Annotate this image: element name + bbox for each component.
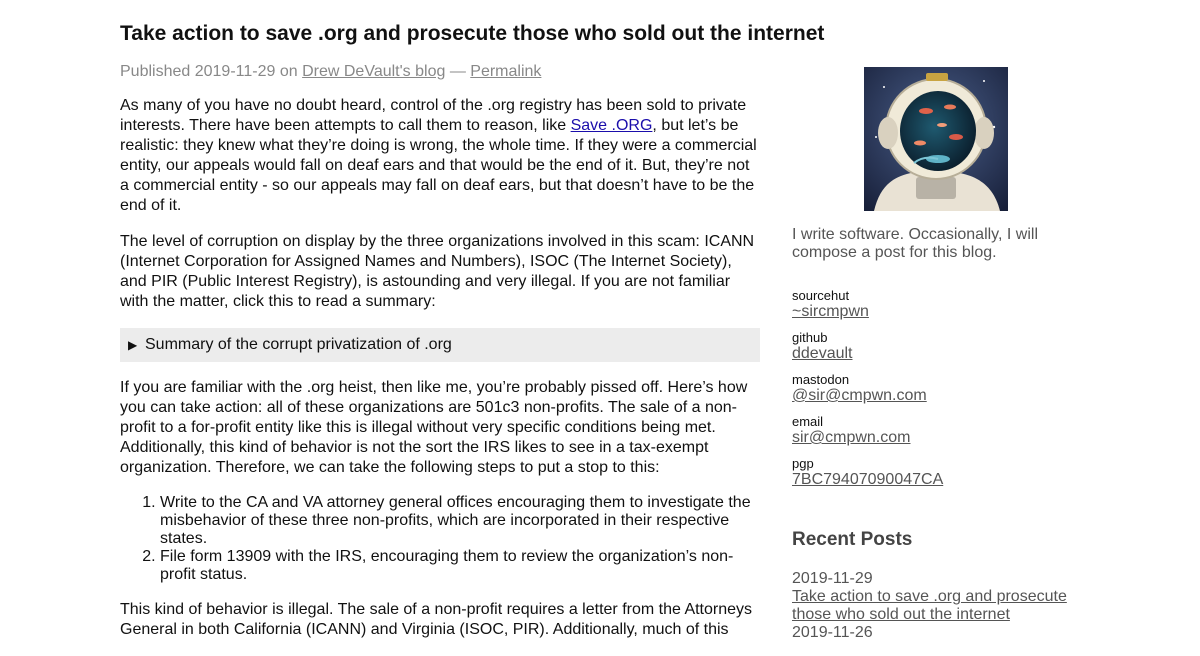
disclosure-triangle-icon: ▶ [128, 338, 138, 352]
summary-details-toggle[interactable] [120, 328, 760, 362]
published-date: 2019-11-29 [194, 63, 276, 80]
pgp-link[interactable]: 7BC79407090047CA [792, 471, 944, 488]
recent-post-date: 2019-11-26 [792, 624, 873, 641]
paragraph-illegal: This kind of behavior is illegal. The sale of a non-profit requires a letter from the Attorneys General in both California (ICANN) and Virginia (ISOC, PIR). Additionally, much of this [120, 601, 753, 638]
post-meta [120, 62, 541, 82]
paragraph-corruption: The level of corruption on display by the three organizations involved in this scam: ICANN (Internet Corporation for Assigned Names and Numbers), ISOC (The Internet Society), and PIR (Public Interest Registry), is astounding and very illegal. If you are not familiar with the matter, click this to read a summary: [120, 233, 755, 310]
author-links [792, 289, 1072, 499]
published-label: Published [120, 63, 191, 80]
paragraph-action: If you are familiar with the .org heist, then like me, you’re probably pissed off. Here’s how you can take action: all of these organizations are 501c3 non-profits. The sale of a non-profit to a for-profit entity like this is illegal without very specific conditions being met. Additionally, this kind of behavior is not the sort the IRS likes to see in a tax-exempt organization. Therefore, we can take the following steps to put a stop to this: [120, 379, 748, 476]
save-org-link[interactable]: Save .ORG [570, 117, 653, 134]
mastodon-link[interactable]: @sir@cmpwn.com [792, 387, 927, 404]
link-item-email [792, 415, 1072, 457]
link-item-sourcehut [792, 289, 1072, 331]
link-key: sourcehut [792, 288, 850, 303]
blog-link[interactable]: Drew DeVault's blog [302, 63, 446, 80]
link-item-mastodon [792, 373, 1072, 415]
meta-separator: — [449, 63, 466, 80]
post-content [120, 96, 760, 656]
author-bio: I write software. Occasionally, I will compose a post for this blog. [792, 226, 1038, 261]
email-link[interactable]: sir@cmpwn.com [792, 429, 911, 446]
recent-posts-heading: Recent Posts [792, 529, 913, 550]
permalink-link[interactable]: Permalink [470, 63, 542, 80]
paragraph-intro-end: , but let’s be realistic: they knew what they’re doing is wrong, the whole time. If they were a commercial entity, our appeals would fall on deaf ears and that would be the end of it. But, they’re not a commercial entity - so our appeals may fall on deaf ears, but that doesn’t have to be the end of it. [120, 117, 757, 214]
link-item-pgp [792, 457, 1072, 499]
link-item-github [792, 331, 1072, 373]
recent-post-link[interactable]: Take action to save .org and prosecute those who sold out the internet [792, 588, 1067, 623]
sourcehut-link[interactable]: ~sircmpwn [792, 303, 869, 320]
paragraph-intro [120, 96, 760, 216]
on-label: on [279, 63, 298, 80]
github-link[interactable]: ddevault [792, 345, 853, 362]
astronaut-avatar-icon [864, 67, 1008, 211]
recent-post-date: 2019-11-29 [792, 570, 873, 587]
link-key: github [792, 330, 828, 345]
link-key: pgp [792, 456, 814, 471]
action-step: 2. File form 13909 with the IRS, encouraging them to review the organization’s non-profit status. [160, 548, 760, 584]
action-steps-list [120, 494, 760, 584]
action-step: 1. Write to the CA and VA attorney general offices encouraging them to investigate the misbehavior of these three non-profits, which are incorporated in their respective states. [160, 494, 760, 548]
page-title: Take action to save .org and prosecute those who sold out the internet [120, 22, 825, 45]
link-key: mastodon [792, 372, 850, 387]
summary-label: Summary of the corrupt privatization of .org [145, 336, 452, 353]
paragraph-intro-start: As many of you have no doubt heard, control of the .org registry has been sold to private interests. There have been attempts to call them to reason, like [120, 97, 747, 134]
recent-posts-list [792, 570, 1072, 642]
link-key: email [792, 414, 824, 429]
